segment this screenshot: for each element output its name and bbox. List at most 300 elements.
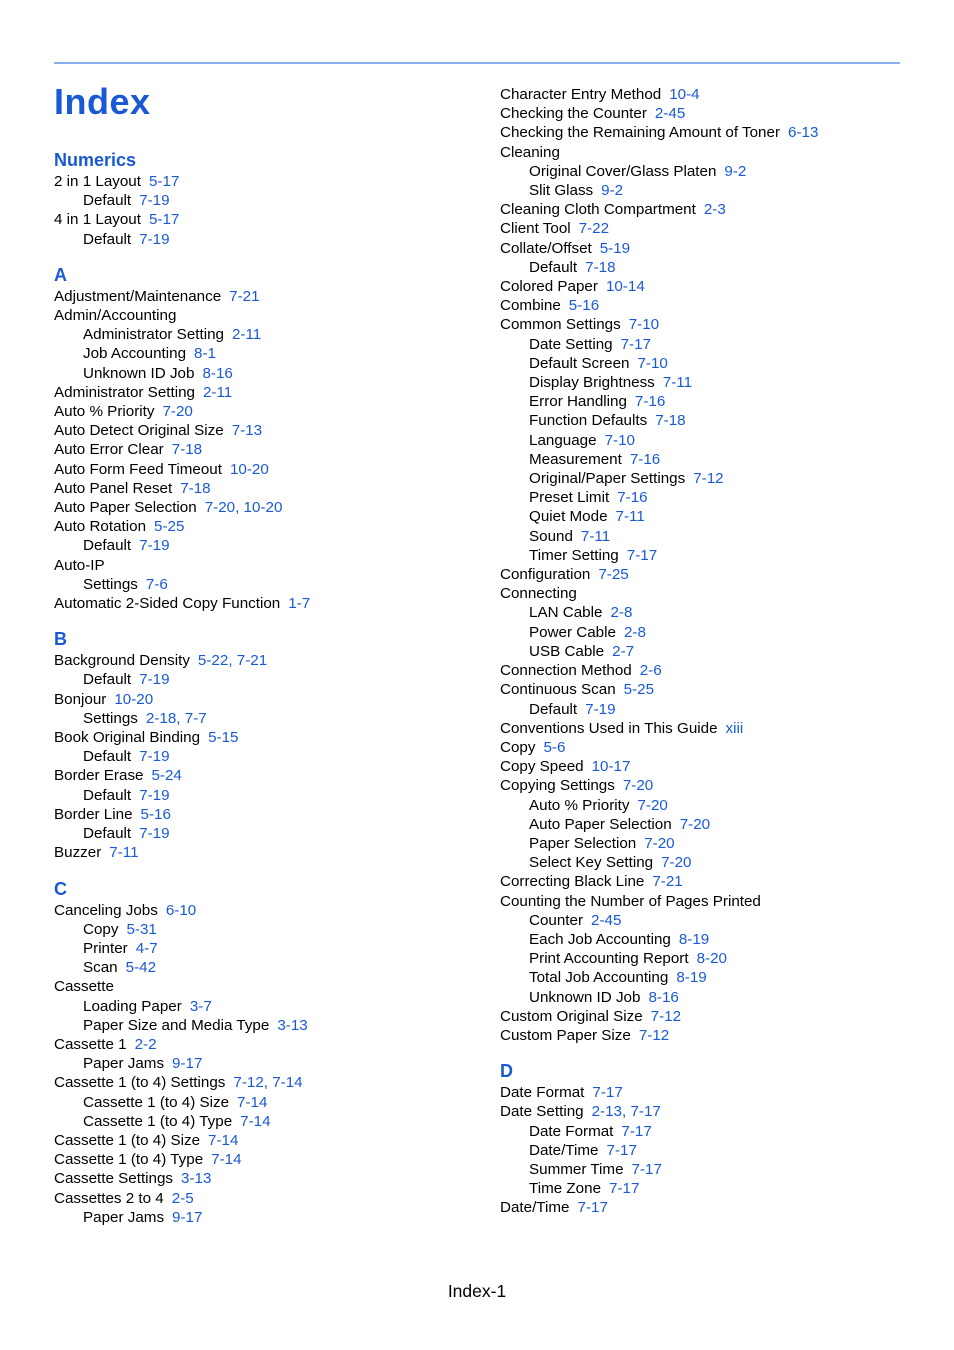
page-link[interactable]: 5-17 [148,211,180,229]
index-entry [500,239,818,258]
page-link[interactable]: 7-20 [637,796,668,814]
page-link[interactable]: 2-8 [610,604,633,622]
entry-term: Continuous Scan [500,681,616,699]
entry-term: Default [83,786,132,804]
index-entry [500,623,818,642]
page-link[interactable]: 7-18 [655,412,686,430]
entry-term: Date Format [529,1122,614,1140]
index-entry [500,661,818,680]
page-link[interactable]: 2-11 [202,383,233,401]
entry-pages [232,326,261,343]
page-link[interactable]: 2-8 [623,623,646,641]
entry-term: Auto Paper Selection [529,815,672,833]
index-entry [54,210,310,229]
index-entry [54,958,310,977]
entry-pages [644,835,674,852]
entry-term: Custom Original Size [500,1007,643,1025]
page-link[interactable]: 9-17 [172,1055,203,1073]
entry-term: Cassette 1 (to 4) Settings [54,1074,226,1092]
index-entry [500,469,818,488]
index-entry [54,1016,310,1035]
page-link[interactable]: 7-25 [598,566,629,584]
page-link[interactable]: 5-19 [599,239,631,257]
index-entry [500,411,818,430]
page-link[interactable]: 7-18 [171,441,203,459]
page-link[interactable]: 7-19 [139,786,170,804]
index-entry [54,1035,310,1054]
entry-pages [172,1190,194,1207]
entry-pages [605,432,635,449]
index-entry [500,1122,818,1141]
entry-term: Counting the Number of Pages Printed [500,892,761,910]
index-section [500,1059,818,1217]
entry-term: Preset Limit [529,489,610,507]
page-link[interactable]: 7-19 [139,230,170,248]
page-link[interactable]: 5-25 [623,681,655,699]
entry-pages [211,1151,241,1168]
entry-pages [240,1113,270,1130]
index-entry [500,373,818,392]
index-entry [500,853,818,872]
index-entry [54,287,310,306]
page-link[interactable]: 7-19 [139,537,170,555]
entry-pages [135,1036,157,1053]
index-entry [54,1054,310,1073]
entry-term: Administrator Setting [54,383,195,401]
page-link[interactable]: 2-2 [134,1035,157,1053]
page-link[interactable]: 7-17 [631,1160,662,1178]
entry-pages [637,797,667,814]
index-entry [500,258,818,277]
entry-term: Date Setting [500,1103,584,1121]
page-link[interactable]: 7-10 [628,316,660,334]
entry-pages [648,989,678,1006]
page-link[interactable]: 7-21 [229,287,260,305]
entry-pages [198,652,267,669]
entry-pages [697,950,727,967]
entry-term: Summer Time [529,1160,624,1178]
page-link[interactable]: 7-11 [580,527,611,545]
page-link[interactable]: 5-42 [125,959,157,977]
entry-term: Error Handling [529,393,627,411]
entry-pages [661,854,691,871]
index-entry [500,296,818,315]
page-link[interactable]: 2-5 [171,1189,194,1207]
page-link[interactable]: 5-15 [208,729,239,747]
entry-term: Copy [500,738,536,756]
entry-pages [637,355,667,372]
index-entry [500,104,818,123]
entry-term: Date Setting [529,335,613,353]
page-link[interactable]: 10-20 [243,499,283,517]
index-entry [54,805,310,824]
page-link[interactable]: 2-18 [145,709,177,727]
entry-pages [630,451,660,468]
page-link[interactable]: 7-11 [109,844,139,862]
entry-term: Auto-IP [54,556,105,574]
index-entry [500,431,818,450]
page-link[interactable]: 7-17 [626,546,658,564]
page-link[interactable]: 5-16 [140,805,171,823]
page-link[interactable]: 4-7 [135,939,158,957]
page-link[interactable]: 6-13 [788,124,819,142]
page-link[interactable]: 7-18 [585,258,616,276]
page-link[interactable]: 7-17 [606,1141,637,1159]
page-link[interactable]: 7-20 [622,777,654,795]
index-entry [54,517,310,536]
entry-term: Combine [500,297,561,315]
entry-term: Default [83,192,132,210]
index-entry [500,1179,818,1198]
page-link[interactable]: 7-14 [240,1112,271,1130]
page-link[interactable]: 7-21 [652,873,683,891]
entry-pages [190,998,212,1015]
entry-term: Cassette [54,978,114,996]
entry-pages [601,182,623,199]
entry-term: Canceling Jobs [54,901,158,919]
entry-pages [180,480,210,497]
page-separator: , [228,652,237,670]
entry-pages [151,767,181,784]
entry-pages [139,787,169,804]
index-entry [54,306,310,325]
entry-term: Admin/Accounting [54,307,177,325]
entry-pages [109,844,138,861]
index-entry [54,1189,310,1208]
index-entry [500,507,818,526]
page-link[interactable]: 7-19 [139,671,170,689]
entry-pages [592,1103,661,1120]
entry-pages [669,86,699,103]
index-entry [500,700,818,719]
page-link[interactable]: 2-11 [231,326,262,344]
entry-term: Function Defaults [529,412,648,430]
entry-term: Configuration [500,566,591,584]
page-link[interactable]: 10-4 [669,86,700,103]
index-entry [500,988,818,1007]
index-entry [500,738,818,757]
entry-pages [126,921,156,938]
entry-pages [724,163,746,180]
index-entry [54,1208,310,1227]
index-entry [500,123,818,142]
page-link[interactable]: 9-2 [601,182,624,200]
entry-pages [624,624,646,641]
index-entry [500,1160,818,1179]
entry-term: Cassette 1 (to 4) Type [54,1151,204,1169]
page-link[interactable]: 7-20 [679,815,711,833]
page-link[interactable]: 7-18 [180,479,211,497]
index-entry [500,968,818,987]
page-link[interactable]: 1-7 [288,595,311,613]
index-entry [500,930,818,949]
page-link[interactable]: 3-13 [181,1170,212,1188]
page-link[interactable]: 10-14 [605,278,645,296]
page-link[interactable]: 7-16 [617,489,648,507]
page-link[interactable]: 9-17 [172,1208,203,1226]
index-entry [54,939,310,958]
entry-term: Auto Panel Reset [54,479,173,497]
index-entry [54,575,310,594]
entry-term: Copying Settings [500,777,615,795]
entry-pages [726,720,744,737]
page-link[interactable]: 7-17 [609,1180,640,1198]
index-entry [500,162,818,181]
entry-pages [203,384,232,401]
entry-term: Date Format [500,1084,585,1102]
entry-pages [693,470,723,487]
page-link[interactable]: 7-17 [630,1103,661,1121]
entry-term: Default [83,230,132,248]
index-entry [54,344,310,363]
entry-pages [663,374,692,391]
page-link[interactable]: 7-20 [204,499,236,517]
index-entry [54,172,310,191]
entry-term: Sound [529,527,573,545]
entry-term: Copy [83,920,119,938]
page-link[interactable]: 7-21 [236,652,268,670]
entry-pages [592,1084,622,1101]
page-link[interactable]: 8-19 [676,969,707,987]
entry-term: Auto % Priority [529,796,630,814]
page-separator: , [176,709,185,727]
entry-term: Administrator Setting [83,326,224,344]
page-link[interactable]: 7-11 [662,374,693,392]
page-link[interactable]: xiii [725,719,744,737]
entry-term: Cassette 1 (to 4) Size [54,1131,201,1149]
index-entry [500,776,818,795]
entry-term: Cassette 1 [54,1035,127,1053]
page-link[interactable]: 7-13 [231,422,263,440]
entry-term: Each Job Accounting [529,930,671,948]
page-link[interactable]: 5-31 [126,920,157,938]
page-link[interactable]: 7-17 [592,1084,623,1102]
page-link[interactable]: 7-7 [184,709,207,727]
index-entry [500,892,818,911]
index-entry [54,1169,310,1188]
index-entry [500,642,818,661]
page-link[interactable]: 7-19 [139,825,170,843]
entry-term: Unknown ID Job [83,364,195,382]
entry-pages [141,806,171,823]
entry-term: Default [529,258,578,276]
index-entry [54,325,310,344]
entry-pages [612,643,634,660]
page-link[interactable]: 7-10 [604,431,635,449]
entry-pages [205,499,283,516]
entry-pages [676,969,706,986]
index-entry [500,1198,818,1217]
entry-pages [632,1161,662,1178]
page-link[interactable]: 7-6 [145,575,168,593]
entry-pages [704,201,726,218]
entry-term: Book Original Binding [54,729,201,747]
page-link[interactable]: 5-24 [151,767,182,785]
page-link[interactable]: 2-6 [639,662,662,680]
entry-term: Custom Paper Size [500,1026,631,1044]
entry-pages [139,825,169,842]
page-link[interactable]: 8-19 [678,930,710,948]
index-section [54,148,310,249]
page-link[interactable]: 7-19 [585,700,616,718]
entry-term: Buzzer [54,844,102,862]
page-link[interactable]: 7-16 [634,393,666,411]
index-entry [54,191,310,210]
index-entry [500,603,818,622]
entry-pages [166,902,196,919]
page-link[interactable]: 5-6 [543,738,566,756]
entry-term: Total Job Accounting [529,969,669,987]
index-entry [500,354,818,373]
index-entry [54,997,310,1016]
entry-pages [627,547,657,564]
page-link[interactable]: 7-17 [621,1122,652,1140]
entry-pages [233,1074,302,1091]
page-link[interactable]: 7-12 [638,1026,670,1044]
entry-pages [194,345,216,362]
index-entry [500,1026,818,1045]
page-link[interactable]: 2-7 [612,642,635,660]
entry-term: Counter [529,911,584,929]
entry-pages [230,461,269,478]
index-entry [500,315,818,334]
entry-pages [651,1008,681,1025]
page-link[interactable]: 10-20 [114,690,154,708]
entry-term: Slit Glass [529,182,594,200]
entry-term: Unknown ID Job [529,988,641,1006]
index-entry [500,450,818,469]
entry-pages [606,278,645,295]
entry-term: Bonjour [54,690,107,708]
page-link[interactable]: 8-16 [648,988,679,1006]
entry-term: Paper Size and Media Type [83,1016,270,1034]
entry-pages [154,518,184,535]
entry-term: Default Screen [529,354,630,372]
entry-term: Settings [83,709,138,727]
index-entry [500,719,818,738]
page-link[interactable]: 6-10 [165,901,197,919]
entry-pages [139,671,169,688]
index-section [54,877,310,1227]
section-heading: C [54,878,67,899]
entry-term: Paper Selection [529,834,637,852]
index-entry [54,421,310,440]
entry-pages [616,508,645,525]
entry-term: Settings [83,575,138,593]
page-link[interactable]: 7-14 [208,1131,239,1149]
page-link[interactable]: 2-13 [591,1103,622,1121]
index-entry [54,479,310,498]
page-link[interactable]: 8-1 [194,345,216,363]
entry-pages [585,701,615,718]
entry-pages [172,1055,202,1072]
page-link[interactable]: 7-10 [637,354,668,372]
index-entry [500,85,818,104]
page-link[interactable]: 10-17 [591,758,631,776]
entry-term: Conventions Used in This Guide [500,719,718,737]
page-link[interactable]: 2-3 [703,201,726,219]
page-link[interactable]: 7-12 [233,1074,264,1092]
entry-term: Date/Time [500,1199,570,1217]
page-link[interactable]: 7-20 [162,403,193,421]
page-link[interactable]: 7-20 [661,854,692,872]
page-link[interactable]: 2-45 [654,105,686,123]
entry-term: Adjustment/Maintenance [54,287,222,305]
page-link[interactable]: 7-14 [237,1093,268,1111]
page-link[interactable]: 5-16 [568,297,600,315]
index-entry [54,843,310,862]
entry-pages [592,758,631,775]
index-entry [54,1093,310,1112]
page-link[interactable]: 10-20 [229,460,269,478]
page-link[interactable]: 7-11 [615,508,645,526]
index-entry [54,747,310,766]
index-entry [500,872,818,891]
entry-term: Cleaning Cloth Compartment [500,201,696,219]
entry-pages [680,816,710,833]
page-link[interactable]: 2-45 [591,911,622,929]
page-link[interactable]: 9-2 [724,162,747,180]
entry-pages [629,316,659,333]
entry-pages [600,240,630,257]
entry-pages [139,192,169,209]
page-link[interactable]: 7-20 [644,834,675,852]
index-entry [54,498,310,517]
page-link[interactable]: 3-7 [189,997,212,1015]
column-sections [54,148,310,1227]
entry-term: Paper Jams [83,1055,165,1073]
page-link[interactable]: 7-12 [650,1007,682,1025]
page-link[interactable]: 3-13 [277,1016,308,1034]
index-entry [500,757,818,776]
index-entry [54,1112,310,1131]
entry-term: Original Cover/Glass Platen [529,162,717,180]
page-link[interactable]: 7-14 [272,1074,303,1092]
entry-pages [172,441,202,458]
index-entry [54,766,310,785]
entry-term: Job Accounting [83,345,187,363]
section-heading: A [54,264,67,285]
page-link[interactable]: 8-20 [696,950,727,968]
index-entry [500,143,818,162]
page-link[interactable]: 5-22 [197,652,229,670]
entry-term: Auto Detect Original Size [54,422,224,440]
index-entry [54,1131,310,1150]
page-separator: , [235,499,244,517]
entry-term: Border Line [54,805,133,823]
page-link[interactable]: 7-12 [693,470,724,488]
index-entry [500,335,818,354]
page-link[interactable]: 7-17 [620,335,651,353]
page-link[interactable]: 7-14 [211,1151,242,1169]
page-link[interactable]: 7-22 [578,220,610,238]
entry-pages [208,1132,238,1149]
page-link[interactable]: 7-16 [629,450,661,468]
entry-pages [229,288,259,305]
index-entry [500,181,818,200]
page-link[interactable]: 5-17 [148,173,180,190]
page-link[interactable]: 7-19 [139,748,170,766]
entry-term: Scan [83,959,118,977]
page-link[interactable]: 5-25 [154,518,185,536]
index-entry [54,230,310,249]
page-link[interactable]: 7-17 [577,1199,608,1217]
page-link[interactable]: 8-16 [202,364,233,382]
page-link[interactable]: 7-19 [139,192,170,210]
entry-term: Background Density [54,652,190,670]
entry-pages [640,662,662,679]
entry-term: Cassette 1 (to 4) Size [83,1093,230,1111]
